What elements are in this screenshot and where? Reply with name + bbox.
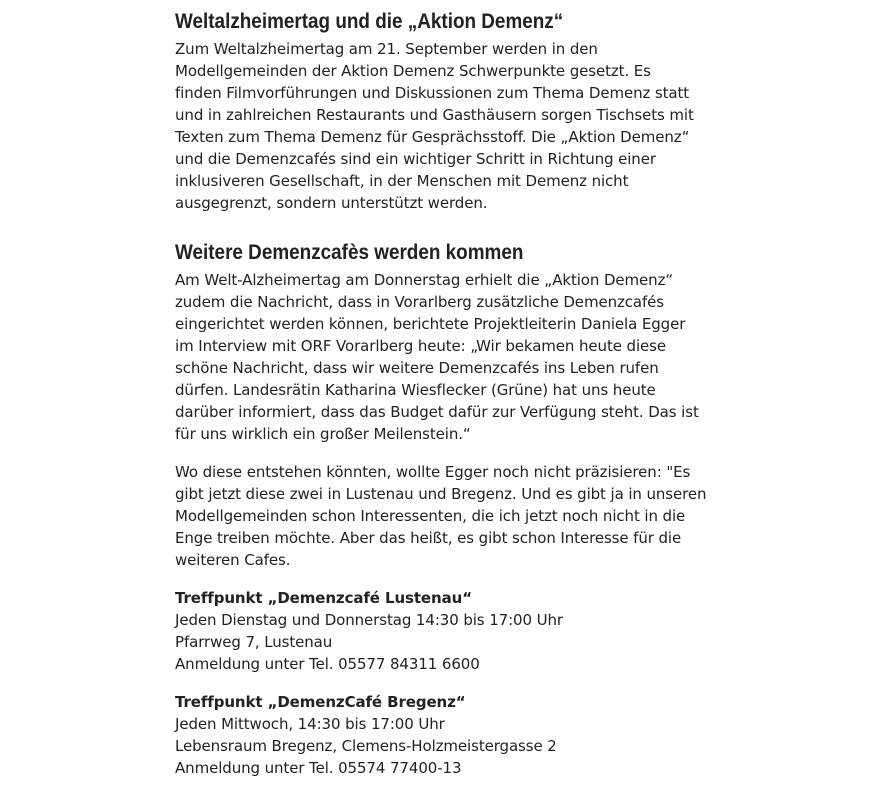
text-line: Am Welt-Alzheimertag am Donnerstag erhielt die „Aktion Demenz“ [175, 271, 674, 289]
text-line: Modellgemeinden schon Interessenten, die ich jetzt noch nicht in die [175, 507, 686, 525]
text-line: im Interview mit ORF Vorarlberg heute: „Wir bekamen heute diese [175, 337, 666, 355]
text-line: zudem die Nachricht, dass in Vorarlberg zusätzliche Demenzcafés [175, 293, 665, 311]
cafe-address-bregenz: Lebensraum Bregenz, Clemens-Holzmeistergasse 2 [175, 737, 557, 755]
article-body [175, 0, 705, 779]
cafe-contact-lustenau: Anmeldung unter Tel. 05577 84311 6600 [175, 655, 480, 673]
section-heading-weitere-demenzcafes: Weitere Demenzcafès werden kommen [175, 241, 524, 264]
text-line: finden Filmvorführungen und Diskussionen zum Thema Demenz statt [175, 84, 690, 102]
text-line: ausgegrenzt, sondern unterstützt werden. [175, 194, 488, 212]
text-line: inklusiveren Gesellschaft, in der Menschen mit Demenz nicht [175, 172, 629, 190]
text-line: schöne Nachricht, dass wir weitere Demenzcafés ins Leben rufen [175, 359, 659, 377]
cafe-address-lustenau: Pfarrweg 7, Lustenau [175, 633, 333, 651]
cafe-title-bregenz: Treffpunkt „DemenzCafé Bregenz“ [175, 693, 466, 711]
text-line: dürfen. Landesrätin Katharina Wiesflecker (Grüne) hat uns heute [175, 381, 656, 399]
text-line: Wo diese entstehen könnten, wollte Egger noch nicht präzisieren: "Es [175, 463, 691, 481]
text-line: Enge treiben möchte. Aber das heißt, es gibt schon Interesse für die [175, 529, 682, 547]
paragraph-nachricht [175, 269, 705, 445]
text-line: und in zahlreichen Restaurants und Gasthäusern sorgen Tischsets mit [175, 106, 694, 124]
text-line: eingerichtet werden können, berichtete Projektleiterin Daniela Egger [175, 315, 686, 333]
info-box-demenzcafe-bregenz [175, 691, 705, 779]
cafe-contact-bregenz: Anmeldung unter Tel. 05574 77400-13 [175, 759, 462, 777]
cafe-title-lustenau: Treffpunkt „Demenzcafé Lustenau“ [175, 589, 472, 607]
cafe-schedule-bregenz: Jeden Mittwoch, 14:30 bis 17:00 Uhr [175, 715, 445, 733]
section-heading-weltalzheimertag: Weltalzheimertag und die „Aktion Demenz“ [175, 10, 564, 33]
text-line: und die Demenzcafés sind ein wichtiger Schritt in Richtung einer [175, 150, 656, 168]
text-line: Texten zum Thema Demenz für Gesprächsstoff. Die „Aktion Demenz“ [175, 128, 690, 146]
paragraph-egger-quote [175, 461, 705, 571]
text-line: weiteren Cafes. [175, 551, 291, 569]
text-line: gibt jetzt diese zwei in Lustenau und Bregenz. Und es gibt ja in unseren [175, 485, 707, 503]
paragraph-weltalzheimertag [175, 38, 705, 214]
info-box-demenzcafe-lustenau [175, 587, 705, 675]
text-line: Zum Weltalzheimertag am 21. September werden in den [175, 40, 598, 58]
text-line: Modellgemeinden der Aktion Demenz Schwerpunkte gesetzt. Es [175, 62, 651, 80]
text-line: für uns wirklich ein großer Meilenstein.“ [175, 425, 471, 443]
cafe-schedule-lustenau: Jeden Dienstag und Donnerstag 14:30 bis 17:00 Uhr [175, 611, 563, 629]
text-line: darüber informiert, dass das Budget dafür zur Verfügung steht. Das ist [175, 403, 699, 421]
